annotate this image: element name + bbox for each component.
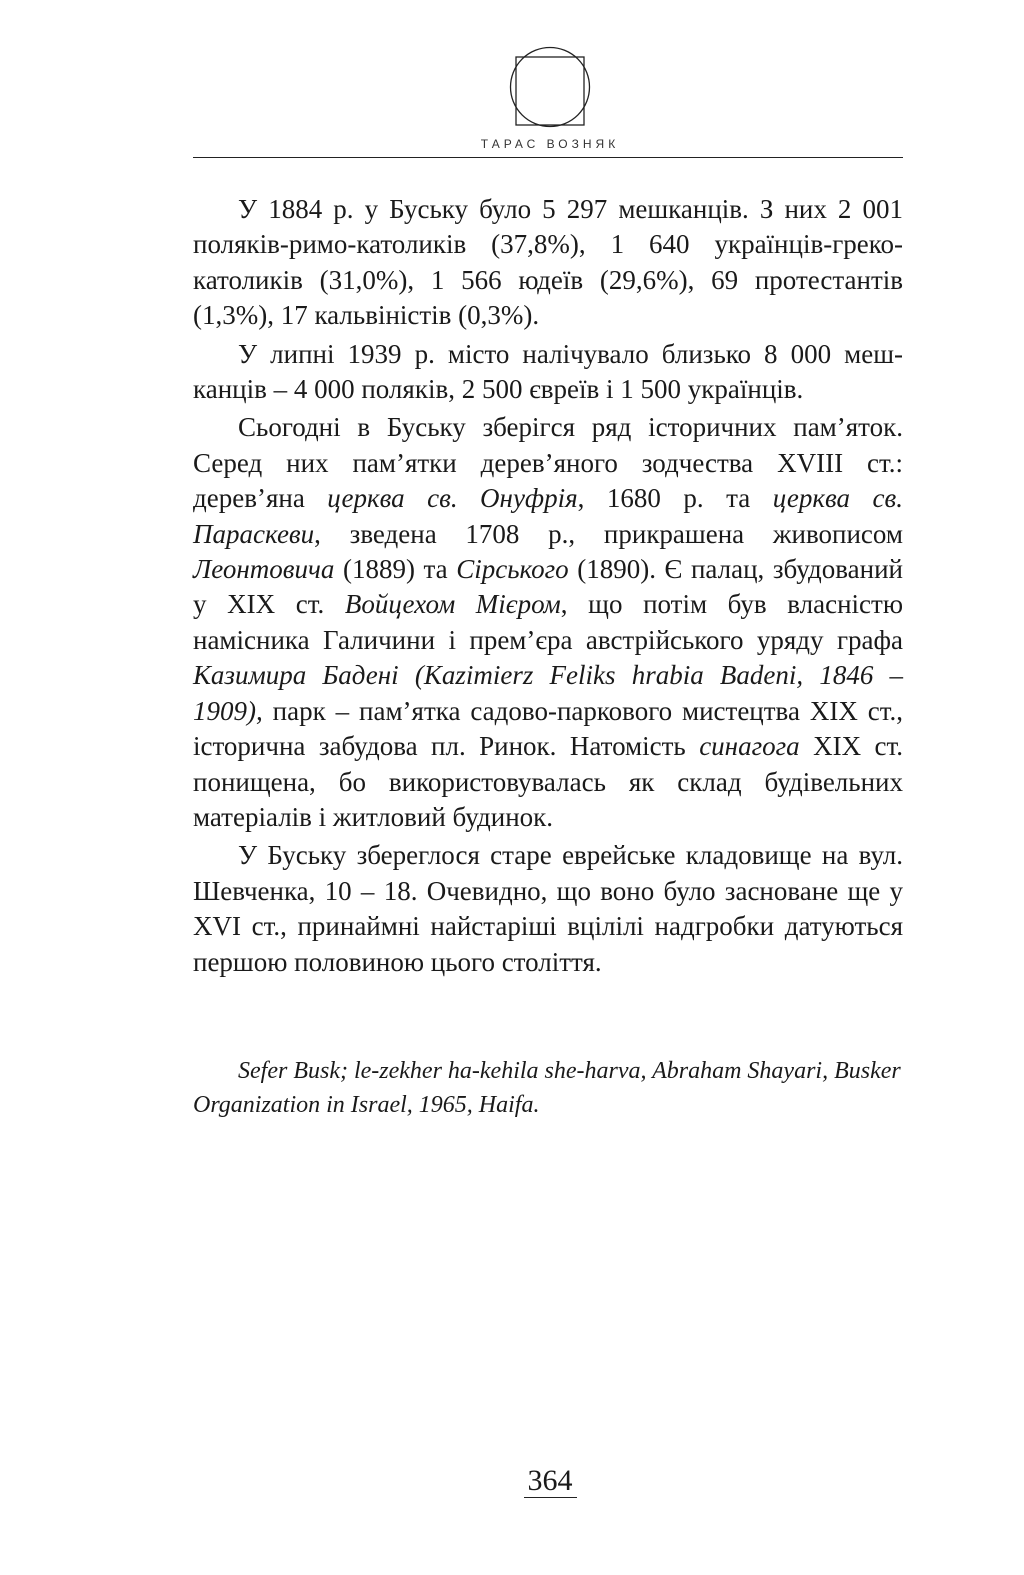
italic-text: Казимира Бадені (Kazimierz Feliks hrabia Badeni, 1846 – 1909), (193, 660, 903, 726)
text-segment: У Буську збереглося старе еврейське кладовище на вул. Шевченка, 10 – 18. Очевидно, що воно було засноване ще у XVI ст., принаймні найстаріші вцілілі надгробки датуються першою половиною цього століття. (193, 840, 903, 977)
italic-text: церква св. Параскеви (193, 483, 904, 549)
italic-text: Леонтовича (193, 554, 335, 585)
text-segment: (1890). Є палац, збудований у XIX ст. (193, 554, 903, 620)
paragraph (193, 192, 903, 334)
italic-text: Войцехом Мієром (344, 589, 561, 620)
main-text (193, 192, 903, 983)
text-segment: парк – пам’ятка садово-паркового мистецтва XIX ст., історична забудова пл. Ринок. Натомість (193, 695, 903, 762)
text-segment: , що потім був власністю намісника Галичини і прем’єра австрійського уряду графа (193, 589, 903, 655)
text-segment: XIX ст. понищена, бо використовувалась як склад будівельних матеріалів і житловий будинок. (193, 731, 903, 832)
running-header-author: ТАРАС ВОЗНЯК (480, 137, 620, 151)
circle-square-logo-icon (509, 46, 591, 128)
italic-text: церква св. Онуфрія (327, 483, 578, 514)
paragraph (193, 337, 903, 408)
header-rule (193, 157, 903, 158)
text-segment: (1889) та (334, 554, 457, 585)
page-number-value: 364 (524, 1464, 577, 1498)
text-segment: , зведена 1708 р., прикрашена живописом (314, 518, 903, 549)
italic-text: Сірського (456, 554, 569, 585)
text-segment: У липні 1939 р. місто налічувало близько 8 000 мешканців – 4 000 поляків, 2 500 євреїв і 1 500 українців. (193, 338, 903, 405)
text-segment: , 1680 р. та (577, 483, 773, 514)
source-citation: Sefer Busk; le-zekher ha-kehila she-harva, Abraham Shayari, Busker Organization in Israel, 1965, Haifa. (193, 1058, 901, 1118)
text-segment: Сьогодні в Буську зберігся ряд історичних пам’яток. Серед них пам’ятки дерев’яного зодчества XVIII ст.: дерев’яна (193, 412, 903, 514)
paragraph (193, 838, 903, 980)
page-number (0, 1464, 1024, 1498)
text-segment: У 1884 р. у Буську було 5 297 мешканців. З них 2 001 поляків-римо-католиків (37,8%), 1 640 українців-греко-католиків (31,0%), 1 566 юдеїв (29,6%), 69 протестантів (1,3%), 17 кальвіністів (0,3%). (193, 194, 903, 331)
italic-text: синагога (699, 731, 800, 762)
paragraph (193, 410, 903, 835)
